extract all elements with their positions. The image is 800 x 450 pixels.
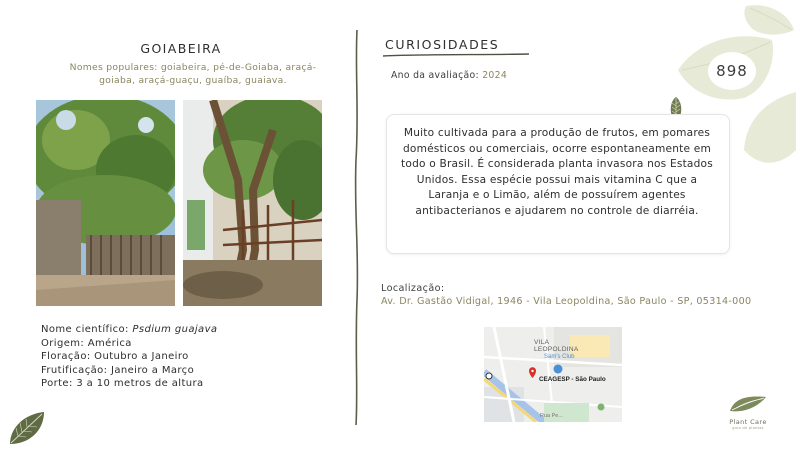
- record-number: 898: [708, 52, 756, 90]
- location-label: Localização:: [381, 283, 445, 294]
- brand-name: Plant Care: [729, 418, 767, 426]
- brand-logo: [722, 393, 774, 433]
- plant-name: GOIABEIRA: [140, 41, 222, 56]
- divider: [350, 30, 364, 425]
- brand-leaf-icon: [728, 393, 768, 413]
- map-street-label: Rua Pe...: [540, 413, 563, 419]
- brand-tagline: guia de plantas: [732, 426, 764, 430]
- plant-photo: [183, 100, 322, 306]
- plant-photo: [36, 100, 175, 306]
- popular-names: Nomes populares: goiabeira, pé-de-Goiaba, araçá-goiaba, araçá-guaçu, guaíba, guaiava.: [69, 62, 317, 86]
- fruiting: Frutificação: Janeiro a Março: [41, 364, 195, 376]
- size: Porte: 3 a 10 metros de altura: [41, 378, 204, 389]
- location-map[interactable]: [484, 327, 622, 422]
- scientific-name: Nome científico: Psdium guajava: [41, 324, 218, 335]
- flowering: Floração: Outubro a Janeiro: [41, 351, 189, 362]
- title-underline: [383, 52, 529, 58]
- section-title: CURIOSIDADES: [385, 37, 500, 52]
- curiosities-text: Muito cultivada para a produção de frutos, em pomares domésticos ou comerciais, ocorre espontaneamente em todo o Brasil. É considerada planta invasora nos Estados Unidos. Essa espécie possui mais vitamina C que a Laranja e o Limão, além de possuírem agentes antibacterianos e ajudarem no controle de diarréia.: [401, 127, 713, 217]
- map-poi-label: Sam's Club: [544, 354, 575, 360]
- map-district-label: VILA: [534, 339, 550, 346]
- map-marker-label: CEAGESP - São Paulo: [539, 376, 606, 383]
- evaluation-year: Ano da avaliação: 2024: [391, 70, 508, 81]
- leaf-icon: [8, 410, 46, 446]
- origin: Origem: América: [41, 337, 132, 349]
- map-district-label: LEOPOLDINA: [534, 346, 579, 353]
- location-address: Av. Dr. Gastão Vidigal, 1946 - Vila Leopoldina, São Paulo - SP, 05314-000: [381, 296, 752, 307]
- plant-facts: [41, 323, 217, 391]
- evaluation-year-value: 2024: [482, 70, 508, 81]
- scientific-name-value: Psdium guajava: [132, 324, 218, 335]
